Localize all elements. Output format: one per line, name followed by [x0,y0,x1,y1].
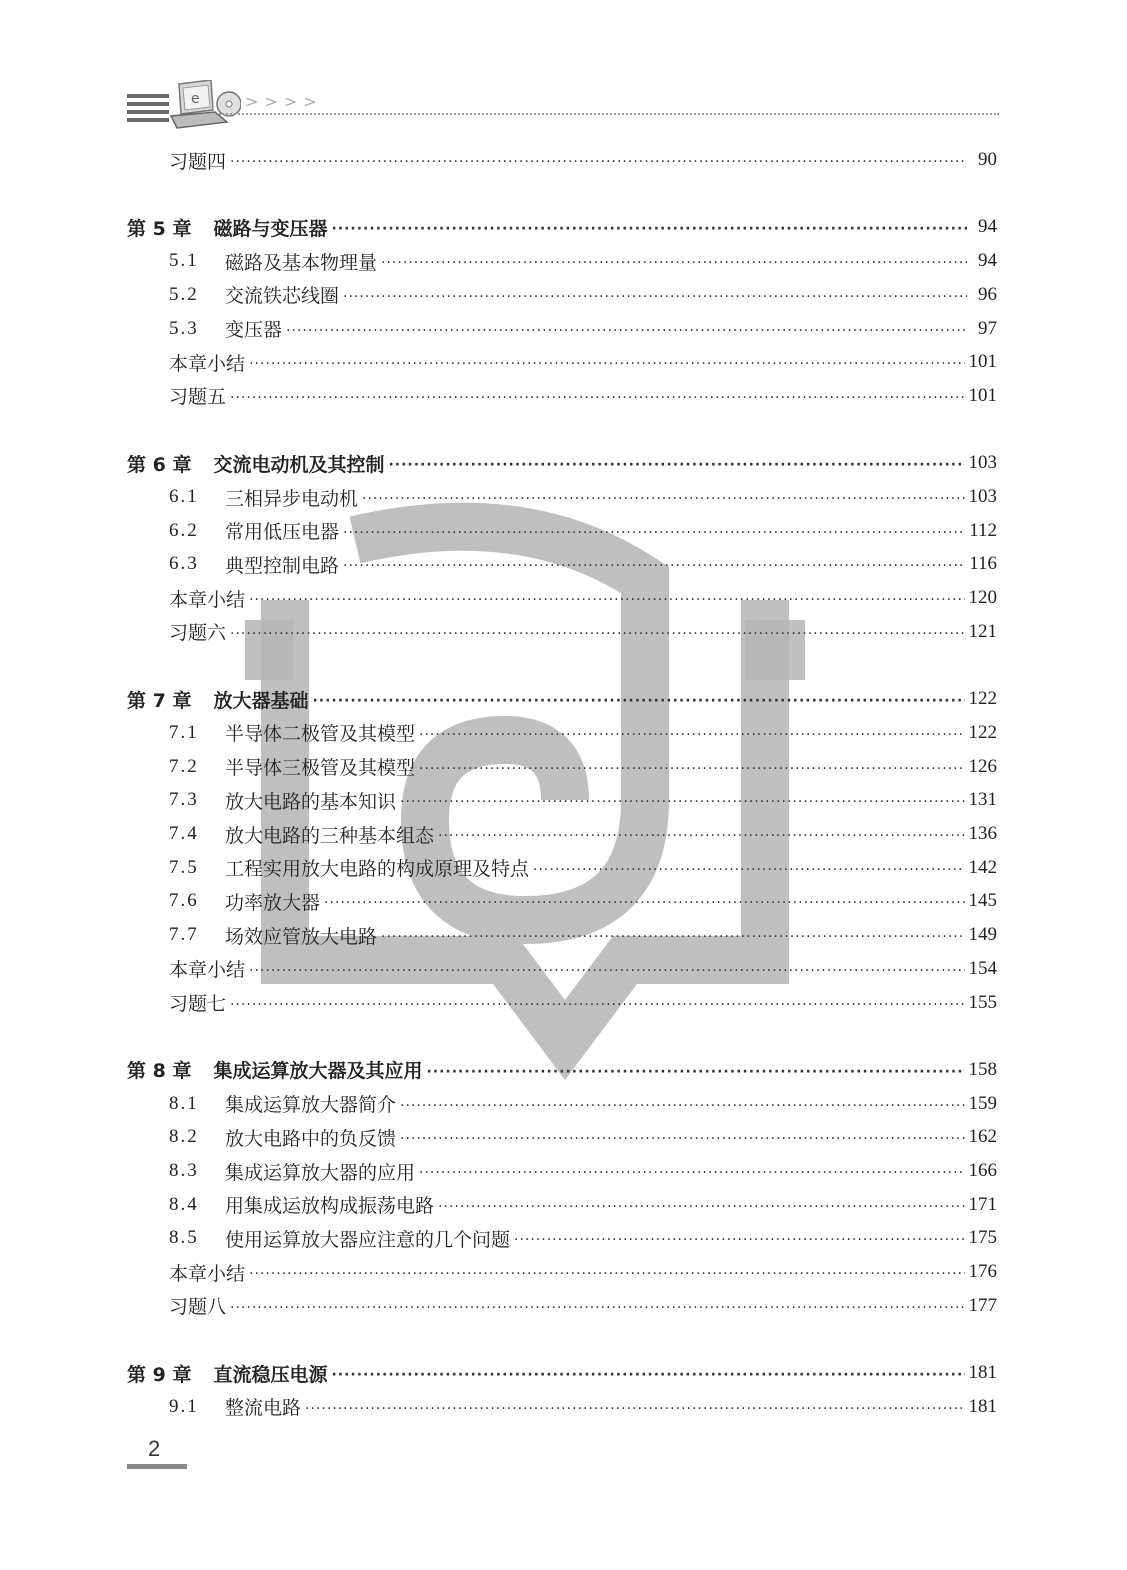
toc-entry-title: 磁路及基本物理量 [225,251,378,274]
dot-leader [419,761,964,777]
toc-entry [127,750,997,784]
toc-entry-page: 116 [969,553,997,575]
toc-entry [127,986,997,1020]
toc-entry-page: 94 [978,216,997,238]
toc-entry-number: 第 7 章 [127,689,192,712]
toc-entry-number: 7.4 [169,823,199,844]
toc-entry-page: 158 [968,1058,997,1080]
toc-entry [127,480,997,514]
toc-entry-page: 136 [968,823,997,844]
toc-entry-page: 166 [968,1160,997,1181]
toc-entry-number: 5.3 [169,317,199,339]
toc-entry [127,345,997,379]
toc-entry-page: 155 [968,991,997,1013]
toc-entry-title: 使用运算放大器应注意的几个问题 [225,1228,511,1251]
dot-leader [230,997,964,1013]
toc-entry-title: 放大电路中的负反馈 [225,1127,397,1150]
toc-entry-page: 145 [968,890,997,912]
toc-entry-number: 6.2 [169,519,199,541]
toc-entry-number: 7.7 [169,924,199,946]
toc-entry [127,244,997,278]
toc-entry-number: 第 8 章 [127,1060,192,1083]
dot-leader [324,895,964,911]
toc-entry-page: 126 [968,755,997,777]
dot-leader [343,525,965,541]
toc-entry-page: 103 [968,452,997,474]
toc-entry-title: 交流铁芯线圈 [225,285,340,308]
toc-entry-title: 典型控制电路 [225,554,340,577]
toc-entry-title: 本章小结 [169,1262,246,1285]
toc-entry-title: 集成运算放大器及其应用 [213,1060,423,1083]
toc-entry-title: 放大电路的三种基本组态 [225,824,435,847]
toc-entry-page: 101 [968,384,997,406]
toc-entry-page: 181 [968,1362,997,1384]
dot-leader [419,727,964,743]
toc-entry-page: 120 [968,587,997,609]
toc-entry [127,1221,997,1255]
toc-entry-page: 175 [968,1227,997,1249]
toc-entry-number: 第 6 章 [127,453,192,476]
dot-leader [331,221,967,237]
toc-entry-number: 9.1 [169,1395,199,1417]
dot-leader [230,626,964,642]
toc-entry [127,615,997,649]
toc-entry [127,379,997,413]
toc-entry [127,682,997,716]
toc-entry-number: 6.1 [169,486,199,507]
toc-entry-page: 97 [978,317,997,339]
toc-entry-title: 放大器基础 [213,689,309,712]
toc-entry [127,312,997,346]
toc-entry-number: 7.1 [169,721,199,743]
dot-leader [362,491,964,507]
toc-entry-page: 122 [968,721,997,743]
toc-entry [127,1289,997,1323]
dot-leader [230,154,967,170]
dot-leader [381,929,964,945]
toc-entry-title: 集成运算放大器简介 [225,1094,397,1117]
dot-leader [312,693,964,709]
toc-entry [127,581,997,615]
toc-entry-page: 159 [968,1092,997,1114]
toc-entry [127,851,997,885]
toc-entry-title: 半导体三极管及其模型 [225,757,416,780]
toc-entry [127,143,997,177]
toc-entry [127,446,997,480]
toc-entry-number: 5.2 [169,283,199,305]
toc-entry [127,1087,997,1121]
toc-entry-number: 8.1 [169,1092,199,1114]
dot-leader [343,558,965,574]
toc-entry-title: 功率放大器 [225,891,321,914]
dot-leader [230,1300,964,1316]
page-header [127,80,999,140]
toc-entry-title: 用集成运放构成振荡电路 [225,1195,435,1218]
toc-entry-number: 8.5 [169,1227,199,1249]
toc-entry-title: 半导体二极管及其模型 [225,723,416,746]
toc-entry [127,1356,997,1390]
toc-entry-title: 本章小结 [169,352,246,375]
footer-bar [127,1464,187,1469]
dot-leader [514,1232,964,1248]
toc-entry-title: 习题八 [169,1296,227,1319]
header-chevrons: >>>> [245,92,323,111]
toc-entry-number: 第 5 章 [127,217,192,240]
toc-entry-number: 8.4 [169,1193,199,1215]
toc-entry-page: 171 [968,1193,997,1215]
toc-entry [127,547,997,581]
toc-entry [127,783,997,817]
toc-entry [127,918,997,952]
toc-entry-title: 习题六 [169,622,227,645]
dot-leader [249,1266,964,1282]
toc-entry-page: 162 [968,1126,997,1148]
dot-leader [400,1098,964,1114]
toc-entry-title: 磁路与变压器 [213,217,328,240]
toc-entry-page: 94 [978,250,997,272]
toc-entry [127,1188,997,1222]
toc-entry-number: 7.2 [169,755,199,777]
dot-leader [343,289,967,305]
dot-leader [426,1064,964,1080]
toc-entry-page: 121 [968,620,997,642]
toc-entry-title: 直流稳压电源 [213,1363,328,1386]
toc-entry-page: 96 [978,283,997,305]
dot-leader [230,390,964,406]
toc-entry-number: 5.1 [169,250,199,272]
toc-entry-number: 8.3 [169,1160,199,1181]
toc-entry-title: 本章小结 [169,959,246,982]
toc-entry-page: 154 [968,957,997,979]
toc-entry-page: 103 [968,486,997,507]
dot-leader [419,1165,964,1181]
toc-entry-title: 整流电路 [225,1397,302,1420]
toc-entry [127,952,997,986]
toc-entry [127,1255,997,1289]
toc-entry-title: 放大电路的基本知识 [225,790,397,813]
toc-entry-title: 习题四 [169,150,227,173]
dot-leader [249,963,964,979]
toc-entry [127,514,997,548]
dot-leader [438,828,964,844]
toc-entry-title: 集成运算放大器的应用 [225,1161,416,1184]
toc-entry-page: 101 [968,351,997,373]
toc-entry-number: 7.6 [169,890,199,912]
toc-entry-page: 149 [968,924,997,946]
toc-entry-number: 第 9 章 [127,1363,192,1386]
dot-leader [438,1199,964,1215]
toc-entry-number: 7.5 [169,856,199,878]
toc-entry-page: 176 [968,1261,997,1283]
dot-leader [400,1131,964,1147]
toc-entry [127,1120,997,1154]
dot-leader [331,1367,964,1383]
dot-leader [249,592,964,608]
toc-entry-title: 常用低压电器 [225,521,340,544]
toc-entry-title: 变压器 [225,319,283,341]
toc-entry-page: 112 [969,519,997,541]
dot-leader [533,862,964,878]
dot-leader [249,356,964,372]
toc-entry [127,884,997,918]
toc-entry-number: 8.2 [169,1126,199,1148]
toc-entry [127,1154,997,1188]
toc-entry [127,278,997,312]
dot-leader [400,794,964,810]
toc-entry [127,1390,997,1424]
toc-entry-title: 本章小结 [169,588,246,611]
toc-entry-page: 90 [978,149,997,170]
toc-entry-number: 6.3 [169,553,199,575]
dot-leader [388,457,964,473]
toc-entry-title: 场效应管放大电路 [225,925,378,948]
toc-entry-page: 131 [968,789,997,811]
dot-leader [381,255,967,271]
toc-entry-title: 交流电动机及其控制 [213,453,385,476]
dot-leader [305,1401,964,1417]
toc-entry-page: 181 [968,1395,997,1417]
toc-entry [127,210,997,244]
page-number: 2 [148,1436,161,1461]
laptop-icon [161,80,241,132]
dot-leader [286,323,967,339]
toc-entry-page: 177 [968,1294,997,1316]
toc-entry [127,716,997,750]
toc-entry-title: 习题五 [169,386,227,409]
toc-entry-title: 习题七 [169,993,227,1015]
toc-entry [127,1053,997,1087]
svg-text:e: e [191,91,200,107]
toc-entry-title: 工程实用放大电路的构成原理及特点 [225,858,530,881]
toc-entry-page: 142 [968,856,997,878]
toc-entry-page: 122 [968,688,997,710]
toc-entry [127,817,997,851]
toc-entry-number: 7.3 [169,789,199,811]
header-dotted-rule [219,113,999,115]
toc-entry-title: 三相异步电动机 [225,487,359,510]
